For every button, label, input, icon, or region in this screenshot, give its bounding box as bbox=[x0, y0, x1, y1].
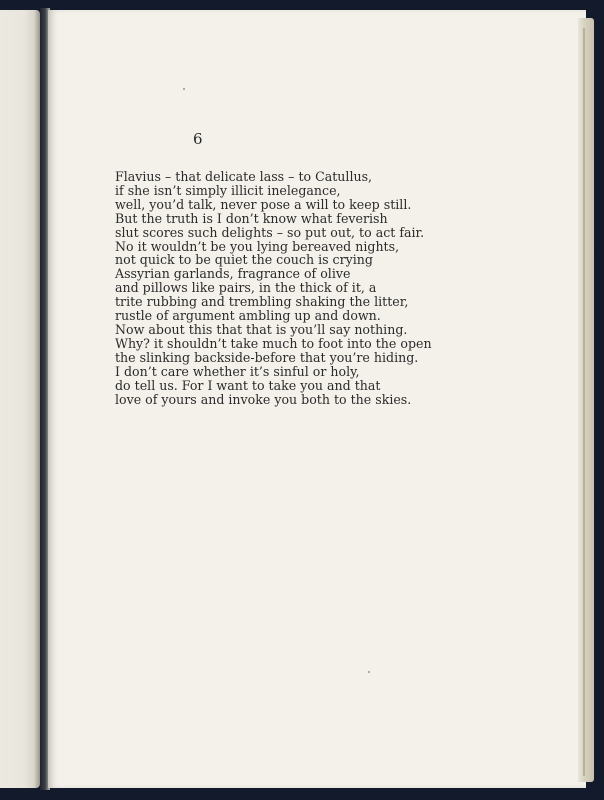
poem-line: rustle of argument ambling up and down. bbox=[115, 308, 381, 324]
poem-line: trite rubbing and trembling shaking the litter, bbox=[115, 294, 409, 310]
poem-line: Why? it shouldn’t take much to foot into the open bbox=[115, 335, 432, 351]
poem-line: No it wouldn’t be you lying bereaved nights, bbox=[115, 238, 400, 254]
poem-line: love of yours and invoke you both to the skies. bbox=[115, 391, 412, 407]
poem-line: well, you’d talk, never pose a will to keep still. bbox=[115, 196, 412, 212]
left-page-edge bbox=[0, 10, 40, 788]
page-fore-edge-line bbox=[583, 28, 585, 776]
poem-number: 6 bbox=[193, 130, 204, 148]
poem-line: I don’t care whether it’s sinful or holy, bbox=[115, 363, 360, 379]
page-fore-edge bbox=[578, 18, 594, 782]
paper-speck bbox=[368, 671, 370, 673]
poem-line: if she isn’t simply illicit inelegance, bbox=[115, 182, 341, 198]
poem-line: Assyrian garlands, fragrance of olive bbox=[115, 266, 351, 282]
poem-line: not quick to be quiet the couch is crying bbox=[115, 252, 373, 268]
poem-line: slut scores such delights – so put out, to act fair. bbox=[115, 224, 425, 240]
poem-line: Flavius – that delicate lass – to Catullus, bbox=[115, 169, 373, 184]
poem-body bbox=[115, 170, 435, 406]
poem-line: and pillows like pairs, in the thick of it, a bbox=[115, 280, 377, 296]
poem-line: Now about this that that is you’ll say nothing. bbox=[115, 321, 408, 337]
poem-line: do tell us. For I want to take you and that bbox=[115, 377, 381, 393]
poem-line: But the truth is I don’t know what feverish bbox=[115, 210, 388, 226]
poem-line: the slinking backside-before that you’re hiding. bbox=[115, 349, 419, 365]
paper-speck bbox=[183, 88, 185, 90]
